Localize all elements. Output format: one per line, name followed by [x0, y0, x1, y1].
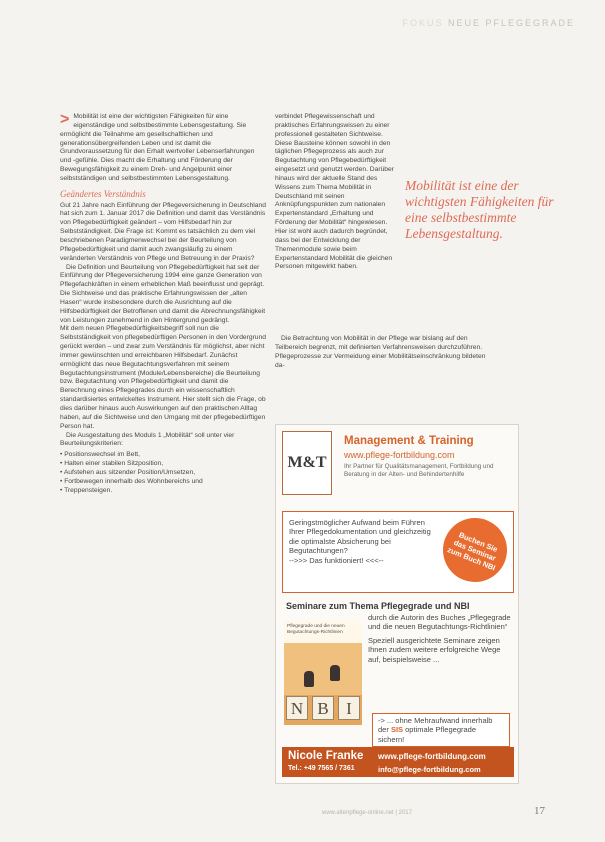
book-illustration — [284, 643, 362, 695]
ad-url-link[interactable]: www.pflege-fortbildung.com — [344, 450, 455, 460]
article-mid-column — [275, 113, 399, 272]
article-para-4: Die Ausgestaltung des Moduls 1 „Mobilität“ soll unter vier Beurteilungskriterien: — [60, 431, 235, 448]
header-title: NEUE PFLEGEGRADE — [447, 18, 575, 28]
article-subheading: Geändertes Verständnis — [60, 188, 146, 199]
seminar-special-text: Speziell ausgerichtete Seminare zeigen Ihnen zudem weitere erfolgreiche Wege auf, beispielsweise ... — [368, 635, 501, 664]
list-item: • Aufstehen aus sitzender Position/Umsetzen, — [60, 469, 266, 478]
badge-text: Buchen Sie das Seminar zum Buch NBI — [446, 529, 499, 573]
header-prefix: FOKUS — [402, 18, 448, 28]
pull-quote: Mobilität ist eine der wichtigsten Fähigkeiten für eine selbstbestimmte Lebensgestaltung. — [405, 178, 554, 241]
lead-chevron-icon: > — [60, 111, 70, 128]
article-intro: Mobilität ist eine der wichtigsten Fähigkeiten für eine eigenständige und selbstbestimmte Lebensgestaltung. Sie ermöglicht die Teilnahme am gesellschaftlichen und generationsübergreifenden Leben und ist damit die Grundvoraussetzung für den Erhalt wertvoller Lebenserfahrungen und -gefühle. Dies macht die Erhaltung und Förderung der Bewegungsfähigkeit zu einem Dreh- und Angelpunkt einer selbstständigen und selbstbestimmten Lebensgestaltung. — [60, 113, 255, 182]
advertisement[interactable] — [275, 424, 519, 784]
logo-text: M&T — [287, 454, 327, 471]
contact-url[interactable]: www.pflege-fortbildung.com — [378, 752, 486, 761]
section-header — [402, 18, 575, 28]
book-cover-image — [284, 621, 362, 725]
contact-phone: Tel.: +49 7565 / 7361 — [288, 765, 355, 772]
seminar-description — [368, 613, 514, 664]
seminar-title: Seminare zum Thema Pflegegrade und NBI — [286, 601, 470, 611]
article-mid-wide-column — [275, 335, 487, 370]
cta-bold: SIS — [390, 725, 404, 735]
article-left-column — [60, 113, 266, 495]
contact-bar — [282, 747, 514, 777]
footer-source: www.altenpflege-online.net | 2017 — [322, 810, 412, 816]
list-item: • Positionswechsel im Bett, — [60, 451, 266, 460]
contact-name: Nicole Franke — [288, 750, 364, 762]
cta-text-2: optimale Pflegegrade sichern! — [378, 725, 477, 744]
offer-question: Geringstmöglicher Aufwand beim Führen Ihrer Pflegedokumentation und gleichzeitig die optimalste Absicherung bei Begutachtungen? — [289, 518, 431, 556]
ad-description: Ihr Partner für Qualitätsmanagement, Fortbildung und Beratung in der Alten- und Behindertenhilfe — [344, 463, 494, 478]
cta-box — [372, 713, 510, 747]
list-item: • Fortbewegen innerhalb des Wohnbereichs und — [60, 478, 266, 487]
offer-text-block — [289, 518, 439, 565]
company-logo — [282, 431, 332, 495]
person-figure — [330, 665, 340, 681]
article-mid-para-1: verbindet Pflegewissenschaft und praktisches Erfahrungswissen zu einer professionell gestalteten Sichtweise. Diese Bausteine können sowohl in den täglichen Pflegeprozess als auch zur Begutachtung von Pflegebedürftigkeit eingesetzt und genutzt werden. Darüber hinaus wird der aktuelle Stand des Wissens zum Thema Mobilität in Deutschland mit seinen Anknüpfungspunkten zum nationalen Expertenstandard „Erhaltung und Förderung der Mobilität“ hingewiesen. Hier ist wohl auch dadurch begründet, dass bei der Entwicklung der Themenmodule sowie beim Expertenstandard Mobilität die gleichen Personen mitgewirkt haben. — [275, 113, 394, 271]
contact-email[interactable]: info@pflege-fortbildung.com — [378, 765, 481, 774]
article-mid-para-2: Die Betrachtung von Mobilität in der Pflege war bislang auf den Teilbereich begrenzt, mit definierten Verfahrensweisen durchzuführen. Pflegeprozesse zur Vermeidung einer Mobilitätseinschränkung bildeten da- — [275, 335, 486, 369]
book-title: Pflegegrade und die neuen Begutachtungs-Richtlinien — [284, 621, 362, 643]
offer-answer: -->>> Das funktioniert! <<<-- — [289, 555, 384, 565]
letter-block: N — [286, 696, 308, 720]
letter-block: I — [338, 696, 360, 720]
page-number: 17 — [534, 805, 545, 817]
list-item: • Treppensteigen. — [60, 487, 266, 496]
seminar-author-line: durch die Autorin des Buches „Pflegegrade und die neuen Begutachtungs-Richtlinien“ — [368, 613, 511, 632]
nbi-letters — [284, 693, 362, 723]
letter-block: B — [312, 696, 334, 720]
person-figure — [304, 671, 314, 687]
criteria-list — [60, 451, 266, 495]
cta-text: -> ... ohne Mehraufwand innerhalb der — [378, 716, 493, 735]
list-item: • Halten einer stabilen Sitzposition, — [60, 460, 266, 469]
ad-header — [282, 431, 512, 507]
article-para-2: Die Definition und Beurteilung von Pflegebedürftigkeit hat seit der Einführung der Pflegeversicherung 1994 eine ganze Generation von Pflegefachkräften in einem erheblichen Maß beeinflusst und geprägt. Die Sichtweise und das praktische Erfahrungswissen der „alten Hasen“ wurde insbesondere durch die Ausrichtung auf die Hilfsbedürftigkeit der Betroffenen und damit die Abrechnungsfähigkeit von Leistungen zunehmend in den Hintergrund gedrängt. — [60, 263, 266, 324]
offer-box — [282, 511, 514, 593]
article-para-1: Gut 21 Jahre nach Einführung der Pflegeversicherung in Deutschland hat sich zum 1. Januar 2017 die Definition und damit das Verständnis von Pflegebedürftigkeit geändert – vom Hilfsbedarf hin zur Selbstständigkeit. Die Frage ist: Kommt es tatsächlich zu dem viel beschriebenen Paradigmenwechsel bei der Beurteilung von Pflegebedürftigkeit und damit auch zwangsläufig zu einem veränderten Verständnis von Pflege und Betreuung in der Praxis? — [60, 201, 266, 262]
ad-company-title: Management & Training — [344, 435, 474, 447]
booking-badge[interactable] — [433, 508, 516, 591]
article-para-3: Mit dem neuen Pflegebedürftigkeitsbegriff soll nun die Selbstständigkeit von pflegebedürftigen Personen in den Vordergrund gerückt werden – und zwar zum Verständnis für möglichst, aber nicht immer gewünschten und erreichbaren Hilfsbedarf. Zunächst ermöglicht das neue Begutachtungsverfahren mit seinem Begutachtungsinstrument (Module/Lebensbereiche) die Beurteilung bzw. Begutachtung von Pflegebedürftigkeit und damit die Berechnung eines Pflegegrades durch ein wissenschaftlich standardisiertes entwickeltes Instrument. Hier stellt sich die Frage, ob dies darüber hinaus auch Auswirkungen auf den praktischen Alltag haben, auf die Sichtweise und den Umgang mit der pflegebedürftigen Person hat. — [60, 325, 266, 430]
